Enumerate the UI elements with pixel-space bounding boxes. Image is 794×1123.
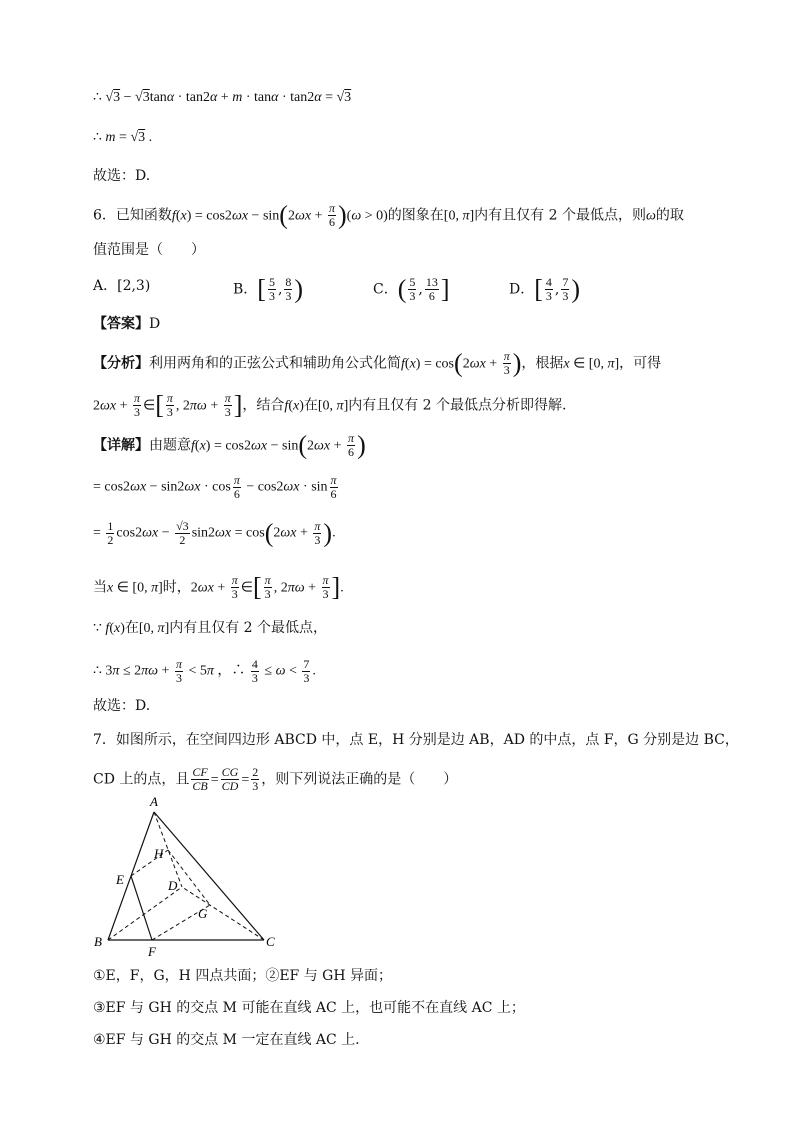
edge-cd: [182, 887, 264, 940]
question-6-line-1: 6．已知函数f(x) = cos2ωx − sin(2ωx + $\frac{\pi}{6}$ )(ω > 0)的图象在[0, π]内有且仅有 2 个最低点，则ω的取: [93, 200, 684, 230]
answer-select-2: 故选：D.: [93, 698, 151, 714]
answer-line: 【答案】D: [93, 316, 161, 332]
option-b[interactable]: B．[ $\frac{5}{3}$ , $\frac{8}{3}$ ): [233, 274, 304, 304]
analysis-line-1: 【分析】利用两角和的正弦公式和辅助角公式化简f(x) = cos(2ωx + $\frac{\pi}{3}$ )，根据x ∈ [0, π]，可得: [93, 348, 662, 378]
label-c: C: [266, 934, 275, 949]
edge-ef: [131, 876, 152, 940]
detail-line-5: ∵ f(x)在[0, π]内有且仅有 2 个最低点，: [93, 620, 328, 636]
detail-line-4: 当x ∈ [0, π]时，2ωx + $\frac{\pi}{3}$ ∈[ $\frac{\pi}{3}$ , 2πω + $\frac{\pi}{3}$ ].: [93, 572, 344, 602]
label-h: H: [154, 846, 164, 861]
question-6-line-2: 值范围是（ ）: [93, 242, 205, 258]
detail-line-2: = cos2ωx − sin2ωx · cos $\frac{\pi}{6}$ − cos2ωx · sin $\frac{\pi}{6}$: [93, 473, 337, 501]
tetrahedron-figure: [88, 792, 298, 962]
label-d: D: [168, 878, 178, 893]
detail-line-1: 【详解】由题意f(x) = cos2ωx − sin(2ωx + $\frac{\pi}{6}$ ): [93, 430, 366, 460]
option-a[interactable]: A．[2,3): [93, 278, 151, 294]
edge-bd: [108, 887, 182, 940]
detail-line-3: = $\frac{1}{2}$ cos2ωx − $\frac{√3}{2}$ sin2ωx = cos(2ωx + $\frac{\pi}{3}$ ).: [93, 518, 336, 548]
detail-line-6: ∴ 3π ≤ 2πω + $\frac{\pi}{3}$ < 5π ，∴ $\frac{4}{3}$ ≤ ω < $\frac{7}{3}$ .: [93, 657, 316, 685]
equation-line-1: ∴ √3 − √3tanα · tan2α + m · tanα · tan2α = √3: [93, 90, 352, 105]
label-f: F: [148, 944, 156, 959]
edge-ac: [154, 812, 264, 940]
analysis-line-2: 2ωx + $\frac{\pi}{3}$ ∈[ $\frac{\pi}{3}$ , 2πω + $\frac{\pi}{3}$ ]，结合f(x)在[0, π]内有且仅有 2 个最低点分析即得解.: [93, 390, 567, 420]
label-a: A: [150, 794, 158, 809]
statement-3: ③EF 与 GH 的交点 M 可能在直线 AC 上，也可能不在直线 AC 上；: [93, 1000, 525, 1016]
question-7-line-1: 7．如图所示，在空间四边形 ABCD 中，点 E，H 分别是边 AB，AD 的中点，点 F，G 分别是边 BC，: [93, 732, 739, 748]
label-g: G: [198, 906, 208, 921]
label-e: E: [116, 872, 124, 887]
question-7-line-2: CD 上的点，且 $\frac{CF}{CB}$ = $\frac{CG}{CD}$ = $\frac{2}{3}$ ，则下列说法正确的是（ ）: [93, 765, 458, 793]
answer-select-1: 故选：D.: [93, 168, 151, 184]
option-c[interactable]: C．( $\frac{5}{3}$ , $\frac{13}{6}$ ]: [373, 274, 450, 304]
statement-4: ④EF 与 GH 的交点 M 一定在直线 AC 上.: [93, 1032, 360, 1048]
label-b: B: [94, 934, 102, 949]
option-d[interactable]: D．[ $\frac{4}{3}$ , $\frac{7}{3}$ ): [509, 274, 581, 304]
statement-1-2: ①E，F，G，H 四点共面；②EF 与 GH 异面；: [93, 968, 393, 984]
equation-line-2: ∴ m = √3 .: [93, 130, 153, 145]
